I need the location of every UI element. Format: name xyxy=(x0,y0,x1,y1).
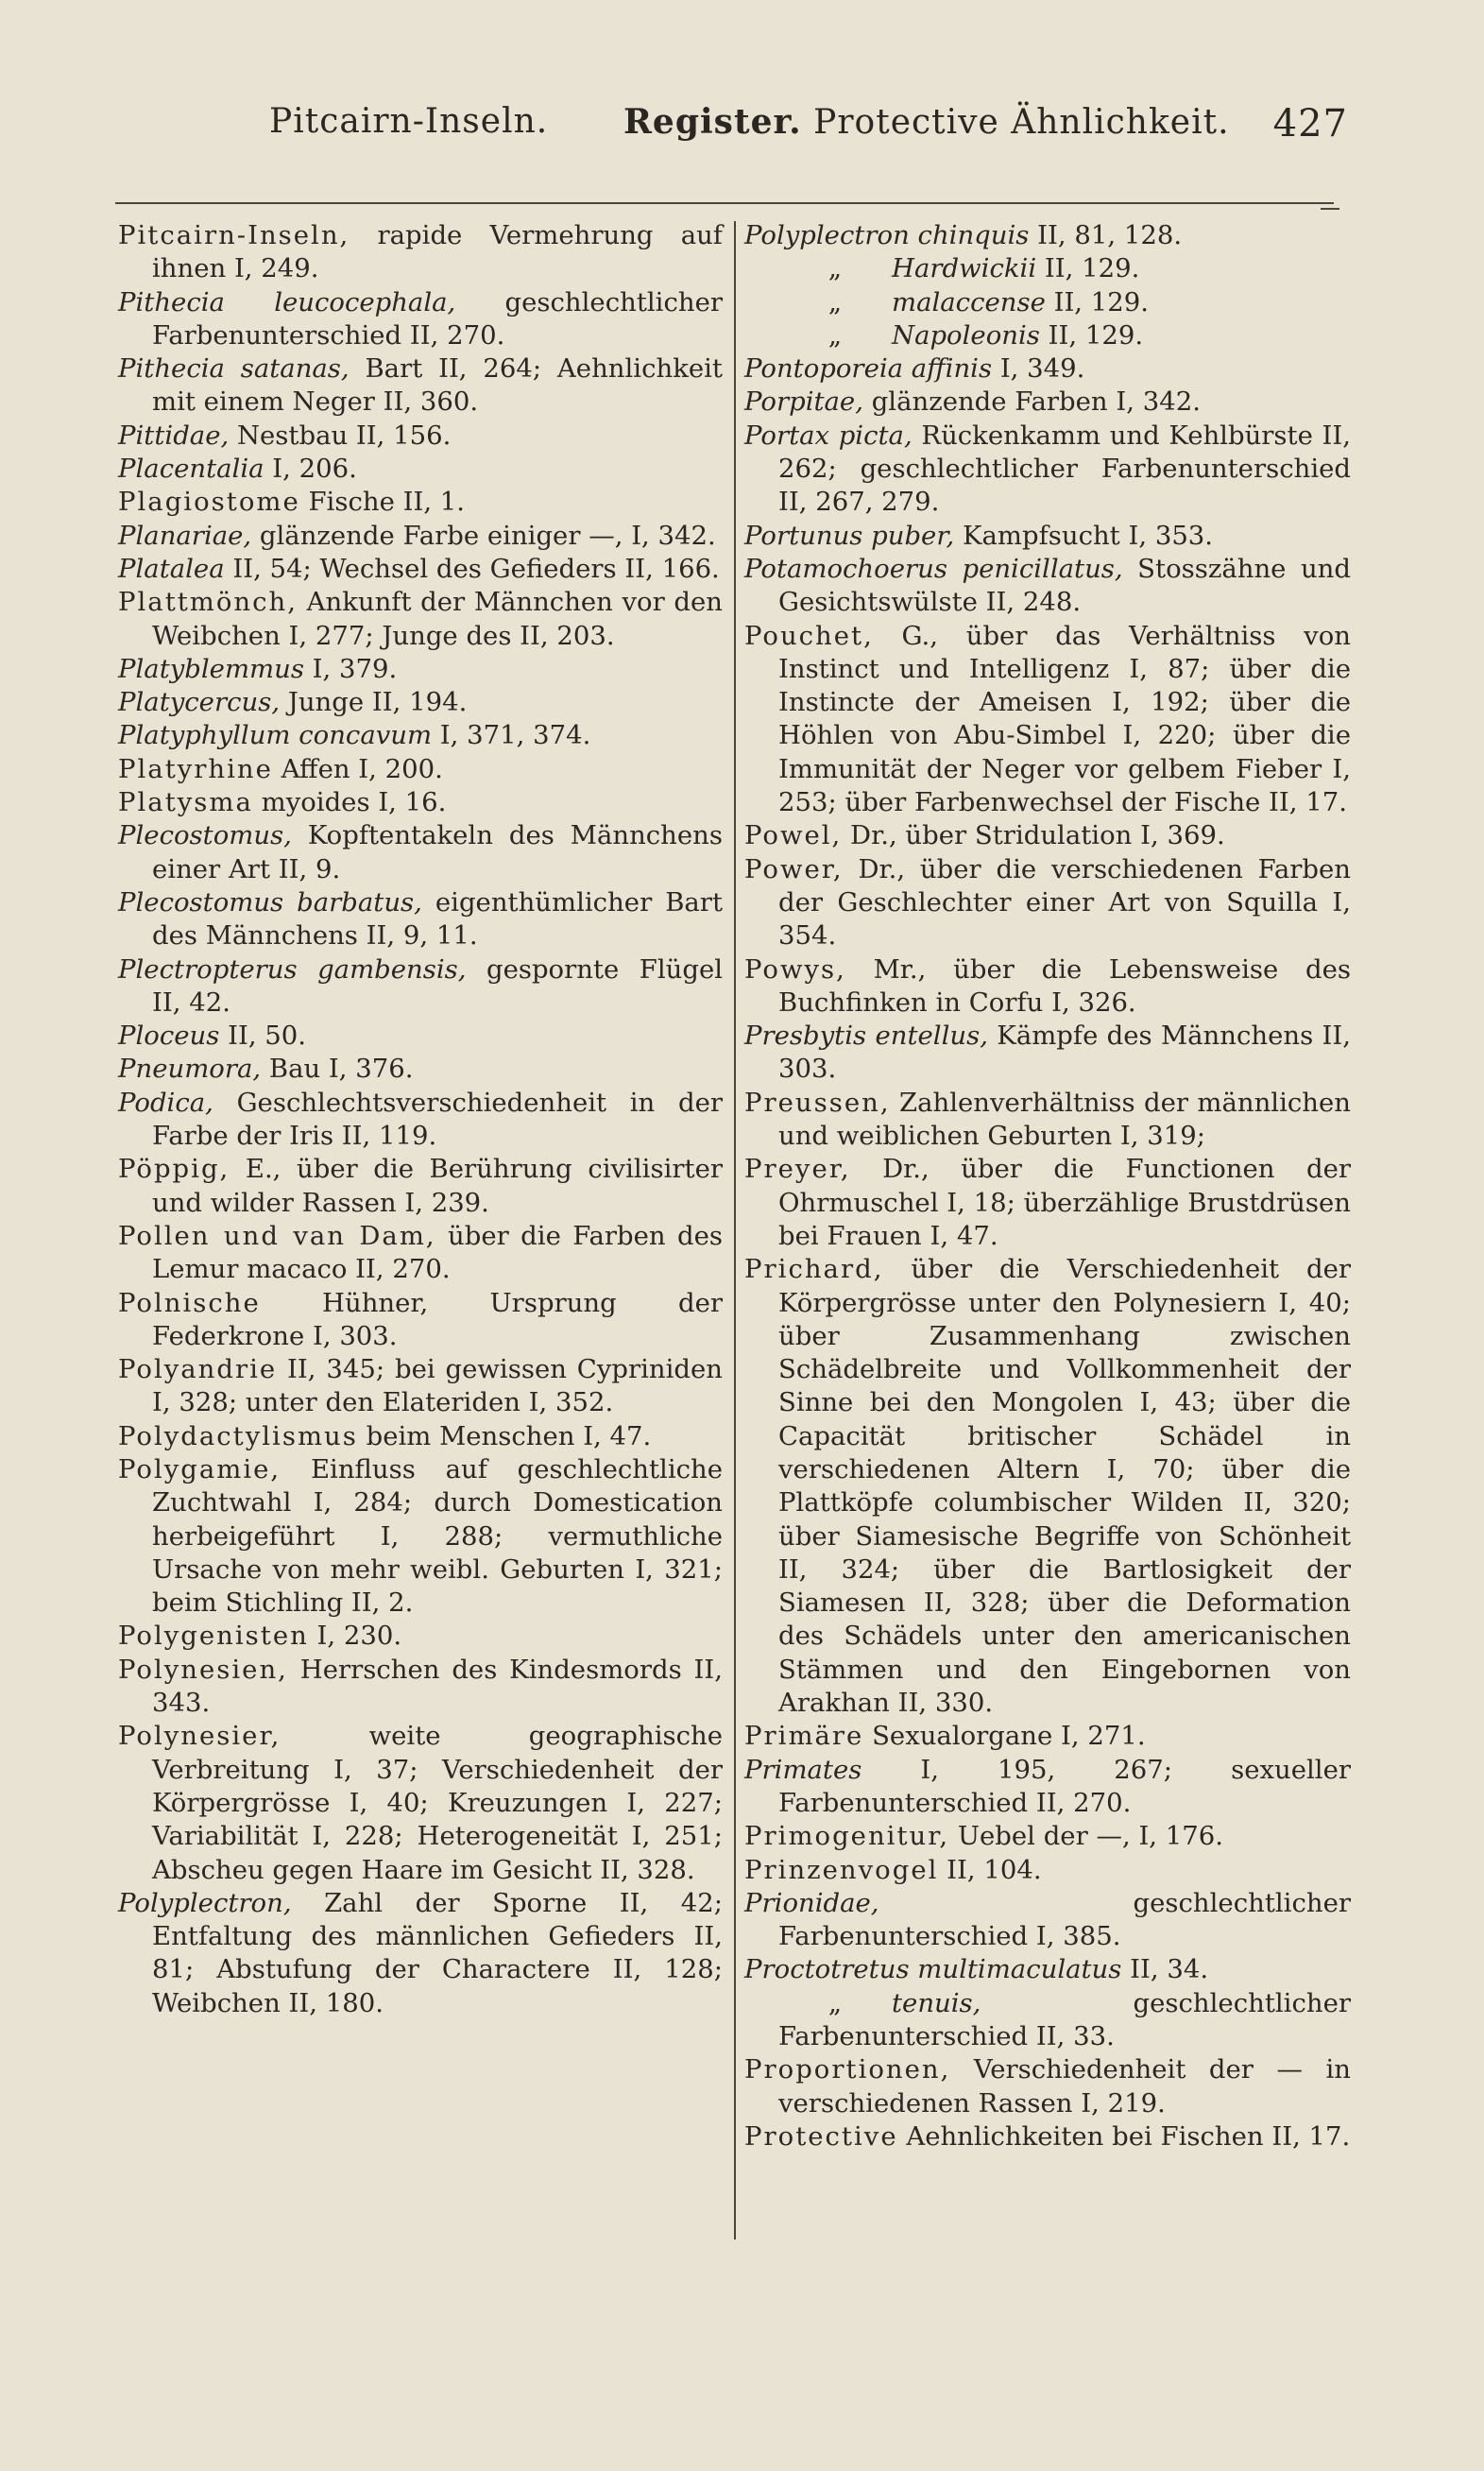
index-entry xyxy=(118,219,723,286)
index-entry xyxy=(118,420,723,453)
index-entry xyxy=(118,1353,723,1420)
entry-headword: Power, xyxy=(744,853,844,884)
index-entry xyxy=(118,1453,723,1620)
entry-headword: Preyer, xyxy=(744,1154,851,1185)
entry-headword: Pithecia satanas, xyxy=(118,353,350,385)
entry-text: beim Menschen I, 47. xyxy=(357,1420,652,1451)
index-entry xyxy=(118,286,723,353)
entry-text: II, 129. xyxy=(1039,319,1144,351)
header-register-label: Register. xyxy=(623,102,802,142)
entry-headword: Plectropterus gambensis, xyxy=(118,953,467,985)
entry-headword: Polnische xyxy=(118,1287,261,1318)
index-entry xyxy=(118,719,723,752)
ditto-mark: „ xyxy=(827,319,843,351)
index-entry xyxy=(744,1820,1351,1853)
index-entry xyxy=(744,819,1351,852)
entry-headword: Platycercus, xyxy=(118,687,281,718)
index-entry xyxy=(744,386,1351,419)
entry-headword: Prionidae, xyxy=(744,1887,879,1918)
index-column-left xyxy=(118,219,723,2020)
entry-text: I, 349. xyxy=(992,353,1085,385)
index-entry xyxy=(744,1087,1351,1154)
entry-headword: Plattmönch, xyxy=(118,587,298,618)
entry-text: II, 34. xyxy=(1121,1954,1209,1985)
ditto-mark: „ xyxy=(827,286,843,317)
index-entry xyxy=(744,252,1351,285)
entry-headword: Presbytis entellus, xyxy=(744,1021,988,1052)
entry-headword: Polynesien, xyxy=(118,1654,288,1685)
index-entry xyxy=(118,786,723,819)
index-entry xyxy=(118,586,723,653)
entry-headword: Platyphyllum concavum xyxy=(118,720,433,751)
entry-headword: Preussen, xyxy=(744,1087,891,1118)
entry-text: Geschlechtsverschiedenheit in der Farbe der Iris II, 119. xyxy=(152,1087,723,1152)
entry-text: Nestbau II, 156. xyxy=(229,420,452,451)
entry-headword: Plecostomus, xyxy=(118,820,292,851)
index-entry xyxy=(118,1153,723,1220)
entry-text: I, 379. xyxy=(303,653,398,684)
entry-headword: Polyandrie xyxy=(118,1354,278,1385)
entry-headword: Ploceus xyxy=(118,1021,220,1052)
entry-headword: Potamochoerus penicillatus, xyxy=(744,553,1123,584)
entry-text: rapide Vermehrung auf ihnen I, 249. xyxy=(152,220,723,284)
index-entry xyxy=(118,886,723,953)
entry-text: Einfluss auf geschlechtliche Zuchtwahl I, 284; durch Domestication herbeigeführt I, 288; vermuthliche Ursache von mehr weibl. Geburten I, 321; beim Stichling II, 2. xyxy=(152,1453,723,1619)
index-entry xyxy=(744,2120,1351,2154)
index-entry xyxy=(744,553,1351,620)
entry-text: E., über die Berührung civilisirter und wilder Rassen I, 239. xyxy=(152,1154,723,1218)
entry-text: Dr., über Stridulation I, 369. xyxy=(842,820,1225,851)
page-number: 427 xyxy=(1272,102,1348,146)
entry-text: Zahlenverhältniss der männlichen und weiblichen Geburten I, 319; xyxy=(778,1087,1351,1152)
entry-headword: Plecostomus barbatus, xyxy=(118,886,422,918)
index-entry xyxy=(118,1720,723,1886)
index-entry xyxy=(744,286,1351,319)
entry-headword: Proctotretus multimaculatus xyxy=(744,1954,1122,1985)
entry-text: myoides I, 16. xyxy=(252,787,447,818)
entry-text: Bau I, 376. xyxy=(261,1054,414,1085)
entry-headword: Polygenisten xyxy=(118,1621,309,1652)
entry-text: II, 129. xyxy=(1036,253,1140,284)
entry-text: Aehnlichkeiten bei Fischen II, 17. xyxy=(897,2120,1351,2152)
entry-headword: Pontoporeia affinis xyxy=(744,353,993,385)
entry-headword: Napoleonis xyxy=(892,319,1040,351)
entry-headword: Placentalia xyxy=(118,454,264,485)
entry-text: Sexualorgane I, 271. xyxy=(863,1721,1146,1752)
index-entry xyxy=(744,319,1351,352)
index-entry xyxy=(118,520,723,553)
entry-headword: Pöppig, xyxy=(118,1154,230,1185)
entry-headword: Platyrhine xyxy=(118,753,273,784)
index-column-right xyxy=(744,219,1351,2154)
entry-text: Uebel der —, I, 176. xyxy=(949,1821,1224,1852)
entry-text: Herrschen des Kindesmords II, 343. xyxy=(152,1654,723,1719)
header-rule-tail xyxy=(1321,208,1339,210)
entry-text: Bart II, 264; Aehnlichkeit mit einem Neger II, 360. xyxy=(152,353,723,418)
index-entry xyxy=(744,352,1351,386)
index-entry xyxy=(118,1620,723,1653)
entry-text: II, 50. xyxy=(219,1021,307,1052)
entry-text: I, 230. xyxy=(308,1621,402,1652)
entry-headword: Platalea xyxy=(118,553,225,584)
entry-text: II, 54; Wechsel des Gefieders II, 166. xyxy=(224,553,720,584)
entry-headword: Pittidae, xyxy=(118,420,230,451)
entry-text: Fische II, 1. xyxy=(299,487,466,518)
index-entry xyxy=(118,1053,723,1086)
entry-text: Dr., über die Functionen der Ohrmuschel I, 18; überzählige Brustdrüsen bei Frauen I, 47. xyxy=(778,1154,1351,1251)
entry-text: Mr., über die Lebensweise des Buchfinken in Corfu I, 326. xyxy=(778,953,1351,1018)
entry-headword: Planariae, xyxy=(118,520,252,551)
entry-headword: Pithecia leucocephala, xyxy=(118,286,456,317)
entry-headword: Prinzenvogel xyxy=(744,1854,939,1885)
index-entry xyxy=(118,453,723,486)
entry-headword: Prichard, xyxy=(744,1254,884,1285)
entry-text: Verschiedenheit der — in verschiedenen Rassen I, 219. xyxy=(778,2054,1351,2119)
index-entry xyxy=(744,620,1351,820)
entry-text: Kampfsucht I, 353. xyxy=(954,520,1214,551)
entry-text: geschlechtlicher Farbenunterschied II, 270. xyxy=(152,286,723,351)
entry-headword: Polyplectron chinquis xyxy=(744,220,1030,250)
index-entry xyxy=(744,1953,1351,1986)
entry-headword: Primogenitur, xyxy=(744,1821,950,1852)
entry-text: II, 129. xyxy=(1045,286,1150,317)
entry-headword: Polygamie, xyxy=(118,1453,281,1484)
index-entry xyxy=(118,1654,723,1721)
index-entry xyxy=(118,486,723,519)
index-entry xyxy=(744,1153,1351,1253)
entry-headword: Polydactylismus xyxy=(118,1420,358,1451)
entry-headword: tenuis, xyxy=(892,1987,981,2018)
index-entry xyxy=(744,953,1351,1021)
entry-text: I, 371, 374. xyxy=(432,720,591,751)
entry-text: I, 206. xyxy=(264,454,357,485)
entry-text: Kopftentakeln des Männchens einer Art II, 9. xyxy=(152,820,723,884)
entry-headword: Pneumora, xyxy=(118,1054,262,1085)
index-entry xyxy=(744,420,1351,520)
entry-headword: Powys, xyxy=(744,953,846,985)
index-entry xyxy=(744,1720,1351,1753)
index-entry xyxy=(118,953,723,1021)
entry-text: Affen I, 200. xyxy=(272,753,443,784)
index-entry xyxy=(118,1887,723,2020)
index-entry xyxy=(744,1887,1351,1954)
entry-text: glänzende Farben I, 342. xyxy=(862,386,1201,418)
index-entry xyxy=(118,1220,723,1287)
entry-headword: Plagiostome xyxy=(118,487,300,518)
entry-headword: Podica, xyxy=(118,1087,213,1118)
entry-text: II, 81, 128. xyxy=(1029,220,1183,250)
entry-headword: Proportionen, xyxy=(744,2054,951,2085)
entry-text: geschlechtlicher Farbenunterschied II, 33. xyxy=(778,1987,1351,2052)
entry-headword: Platyblemmus xyxy=(118,653,304,684)
index-entry xyxy=(118,352,723,420)
ditto-mark: „ xyxy=(827,1987,843,2018)
index-entry xyxy=(118,553,723,586)
entry-text: eigenthümlicher Bart des Männchens II, 9, 11. xyxy=(152,886,724,952)
index-entry xyxy=(118,1087,723,1154)
entry-headword: Platysma xyxy=(118,787,253,818)
index-entry xyxy=(118,819,723,886)
entry-text: weite geographische Verbreitung I, 37; Verschiedenheit der Körpergrösse I, 40; Kreuzungen I, 227; Variabilität I, 228; Heterogeneität I, 251; Abscheu gegen Haare im Gesicht II, 328. xyxy=(152,1721,723,1885)
entry-text: II, 104. xyxy=(938,1854,1042,1885)
running-header xyxy=(269,102,1348,155)
entry-headword: Pouchet, xyxy=(744,620,874,651)
entry-headword: Powel, xyxy=(744,820,843,851)
header-center xyxy=(623,102,1230,142)
index-entry xyxy=(118,1287,723,1354)
header-rule xyxy=(115,202,1334,204)
index-entry xyxy=(118,686,723,719)
entry-text: Rückenkamm und Kehlbürste II, 262; geschlechtlicher Farbenunterschied II, 267, 279. xyxy=(778,420,1352,518)
entry-text: glänzende Farbe einiger —, I, 342. xyxy=(251,520,716,551)
entry-headword: Polyplectron, xyxy=(118,1887,292,1918)
entry-text: Stosszähne und Gesichtswülste II, 248. xyxy=(778,553,1351,618)
entry-headword: Portunus puber, xyxy=(744,520,955,551)
entry-text: Kämpfe des Männchens II, 303. xyxy=(778,1021,1351,1085)
header-right-keyword: Protective Ähnlichkeit. xyxy=(813,103,1230,142)
ditto-mark: „ xyxy=(827,253,843,284)
entry-headword: Portax picta, xyxy=(744,420,913,451)
index-entry xyxy=(744,1754,1351,1821)
index-entry xyxy=(744,1854,1351,1887)
entry-headword: Primates xyxy=(744,1754,862,1785)
index-entry xyxy=(744,1987,1351,2054)
index-entry xyxy=(744,2053,1351,2120)
entry-text: Dr., über die verschiedenen Farben der Geschlechter einer Art von Squilla I, 354. xyxy=(778,853,1351,952)
entry-headword: Primäre xyxy=(744,1721,864,1752)
index-entry xyxy=(744,853,1351,953)
index-entry xyxy=(118,1420,723,1453)
entry-text: II, 345; bei gewissen Cypriniden I, 328; unter den Elateriden I, 352. xyxy=(152,1354,723,1418)
entry-text: Junge II, 194. xyxy=(280,687,468,718)
entry-text: geschlechtlicher Farbenunterschied I, 385. xyxy=(778,1887,1351,1952)
entry-text: gespornte Flügel II, 42. xyxy=(152,953,724,1018)
entry-headword: Pitcairn-Inseln, xyxy=(118,220,350,250)
entry-text: I, 195, 267; sexueller Farbenunterschied II, 270. xyxy=(778,1754,1351,1818)
entry-text: Zahl der Sporne II, 42; Entfaltung des männlichen Gefieders II, 81; Abstufung der Charactere II, 128; Weibchen II, 180. xyxy=(152,1887,723,2018)
index-entry xyxy=(744,1253,1351,1720)
entry-text: Hühner, Ursprung der Federkrone I, 303. xyxy=(152,1287,723,1351)
index-entry xyxy=(744,219,1351,252)
column-divider xyxy=(734,221,736,2239)
entry-headword: Hardwickii xyxy=(892,253,1037,284)
index-entry xyxy=(118,653,723,686)
entry-text: über die Verschiedenheit der Körpergrösse unter den Polynesiern I, 40; über Zusammenhang zwischen Schädelbreite und Vollkommenheit der Sinne bei den Mongolen I, 43; über die Capacität britischer Schädel in verschiedenen Altern I, 70; über die Plattköpfe columbischer Wilden II, 320; über Siamesische Begriffe von Schönheit II, 324; über die Bartlosigkeit der Siamesen II, 328; über die Deformation des Schädels unter den americanischen Stämmen und den Eingebornen von Arakhan II, 330. xyxy=(778,1254,1351,1719)
entry-headword: malaccense xyxy=(892,286,1046,317)
entry-headword: Protective xyxy=(744,2120,898,2152)
entry-headword: Polynesier, xyxy=(118,1721,281,1752)
index-entry xyxy=(744,1020,1351,1087)
index-entry xyxy=(744,520,1351,553)
index-entry xyxy=(118,753,723,786)
entry-text: G., über das Verhältniss von Instinct und Intelligenz I, 87; über die Instincte der Ameisen I, 192; über die Höhlen von Abu-Simbel I, 220; über die Immunität der Neger vor gelbem Fieber I, 253; über Farbenwechsel der Fische II, 17. xyxy=(778,620,1351,818)
header-left-keyword: Pitcairn-Inseln. xyxy=(269,102,549,141)
entry-headword: Porpitae, xyxy=(744,386,863,418)
index-entry xyxy=(118,1020,723,1053)
entry-text: Ankunft der Männchen vor den Weibchen I, 277; Junge des II, 203. xyxy=(152,587,723,651)
entry-text: über die Farben des Lemur macaco II, 270. xyxy=(152,1220,723,1285)
entry-headword: Pollen und van Dam, xyxy=(118,1220,436,1251)
